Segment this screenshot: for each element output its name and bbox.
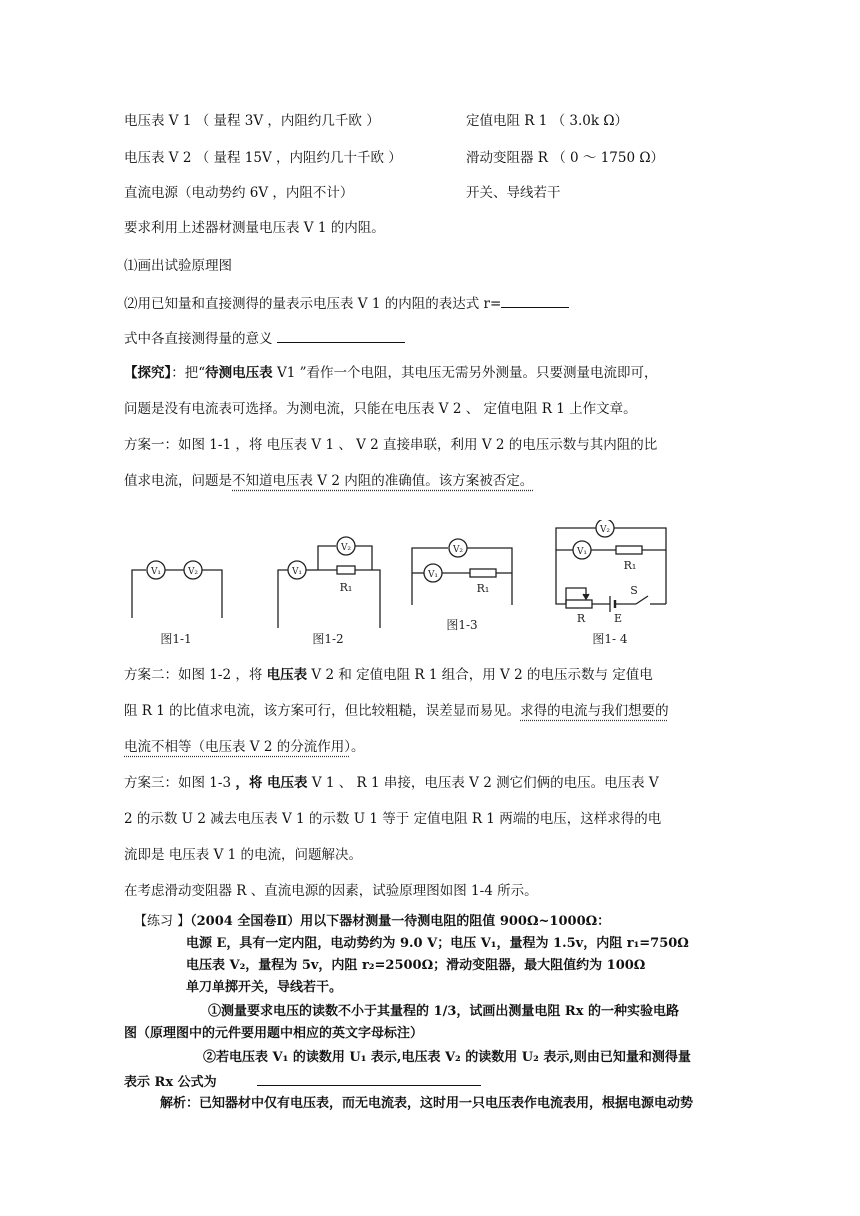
plan2-line-2b: 求得的电流与我们想要的 [520,703,669,719]
fig4-s-label: S [630,584,638,597]
fig1-v2-label: V₂ [187,567,199,577]
plan1-line-2a: 值求电流，问题是 [124,473,232,489]
plan1-line-1: 方案一：如图 1-1 ，将 电压表 V 1 、 V 2 直接串联，利用 V 2 的电压示数与其内阻的比 [124,437,658,453]
plan1-line-2b: 不知道电压表 V 2 内阻的准确值。该方案被否定。 [232,473,534,489]
exercise-line-2: 电源 E，具有一定内阻，电动势约为 9.0 V；电压 V₁，量程为 1.5v，内阻 r₁=750Ω [186,936,689,951]
figure-1-4-caption: 图1- 4 [592,632,628,646]
figure-1-2-caption: 图1-2 [312,632,344,646]
plan3-line-1 [124,774,659,792]
plan1-line-2 [124,472,533,490]
equipment-rheostat: 滑动变阻器 R （ 0 ～ 1750 Ω） [466,150,665,166]
exercise-line-5: ①测量要求电压的读数不小于其量程的 1/3，试画出测量电阻 Rx 的一种实验电路 [208,1004,679,1019]
exercise-line-8-text: 表示 Rx 公式为 [124,1075,217,1090]
answer-blank-r [501,293,569,308]
explore-p2: V1 ”看作一个电阻，其电压无需另外测量。只要测量电流即可， [272,365,658,381]
fig3-v1-label: V₁ [427,570,439,580]
explore-p1: ：把“ [171,365,206,381]
exercise-source: （2004 全国卷Ⅱ）用以下器材测量一待测电阻的阻值 900Ω~1000Ω： [190,914,611,929]
fig4-v1-label: V₁ [576,547,588,557]
answer-blank-meaning [277,328,405,343]
plan2-line-3a: 电流不相等（电压表 V 2 的分流作用） [124,739,351,755]
explore-line-2: 问题是没有电流表可选择。为测电流，只能在电压表 V 2 、 定值电阻 R 1 上作文章。 [124,401,637,417]
plan2-line-1b: V 2 和 定值电阻 R 1 组合，用 V 2 的电压示数与 定值电 [307,667,653,683]
fig3-r1-label: R₁ [476,582,490,595]
plan2-line-2a: 阻 R 1 的比值求电流，该方案可行，但比较粗糙，误差显而易见。 [124,703,521,719]
question-3-text: 式中各直接测得量的意义 [124,331,273,347]
fig1-v1-label: V₁ [150,567,162,577]
figure-1-1-caption: 图1-1 [160,632,192,646]
exercise-line-1 [134,913,610,931]
fig4-r1-label: R₁ [623,559,637,572]
exercise-line-8 [124,1071,481,1092]
equipment-v1: 电压表 V 1 （ 量程 3V ，内阻约几千欧 ） [124,113,380,129]
figure-1-3-caption: 图1-3 [446,618,478,632]
exercise-line-6: 图（原理图中的元件要用题中相应的英文字母标注） [124,1026,424,1041]
plan2-line-2 [124,702,669,720]
plan2-line-1a: 方案二：如图 1-2 ，将 [124,667,267,683]
plan3-line-1bold: ，将 电压表 [235,775,308,791]
equipment-switch: 开关、导线若干 [466,185,561,201]
question-2 [124,293,569,313]
fig4-r-label: R [576,612,586,625]
question-2-text: ⑵用已知量和直接测得的量表示电压表 V 1 的内阻的表达式 r= [124,296,502,312]
plan2-line-1bold: 电压表 [266,667,308,683]
conclusion-text: 在考虑滑动变阻器 R 、直流电源的因素，试验原理图如图 1-4 所示。 [124,883,538,899]
plan3-line-1a: 方案三：如图 1-3 [124,775,236,791]
question-3 [124,328,405,348]
plan3-line-2: 2 的示数 U 2 减去电压表 V 1 的示数 U 1 等于 定值电阻 R 1 两端的电压，这样求得的电 [124,811,662,827]
fig2-r1-label: R₁ [339,581,353,594]
exercise-line-3: 电压表 V₂，量程为 5v，内阻 r₂=2500Ω；滑动变阻器，最大阻值约为 100Ω [186,958,646,973]
equipment-source: 直流电源（电动势约 6V ，内阻不计） [124,185,354,201]
figure-1-4-circuit [556,520,666,612]
equipment-r1: 定值电阻 R 1 （ 3.0k Ω） [466,113,629,129]
fig2-v1-label: V₁ [291,567,303,577]
plan2-line-3 [124,738,364,756]
plan3-line-3: 流即是 电压表 V 1 的电流，问题解决。 [124,847,363,863]
question-1: ⑴画出试验原理图 [124,258,232,274]
exercise-line-7: ②若电压表 V₁ 的读数用 U₁ 表示,电压表 V₂ 的读数用 U₂ 表示,则由已知量和测得量 [203,1050,691,1065]
equipment-line-1 [124,112,380,130]
equipment-v2: 电压表 V 2 （ 量程 15V ，内阻约几十千欧 ） [124,150,402,166]
fig4-e-label: E [613,612,623,625]
exercise-answer-blank [257,1071,481,1086]
explore-line-1 [124,364,657,382]
fig3-v2-label: V₂ [452,545,464,555]
explore-bold: 待测电压表 [205,365,273,381]
circuit-figures [118,520,798,650]
exercise-tag: 【练习 】 [134,914,191,929]
plan2-line-3b: 。 [350,739,365,755]
figure-1-2-circuit [278,537,380,628]
explore-tag: 【探究】 [124,365,172,381]
task-text: 要求利用上述器材测量电压表 V 1 的内阻。 [124,220,385,236]
exercise-line-4: 单刀单掷开关，导线若干。 [186,980,343,995]
plan2-line-1 [124,666,653,684]
plan3-line-1b: V 1 、 R 1 串接，电压表 V 2 测它们俩的电压。电压表 V [307,775,659,791]
figure-1-1-circuit [132,561,222,618]
fig2-v2-label: V₂ [340,543,352,553]
fig4-v2-label: V₂ [599,525,611,535]
exercise-line-9: 解析：已知器材中仅有电压表，而无电流表，这时用一只电压表作电流表用，根据电源电动势 [160,1096,694,1111]
